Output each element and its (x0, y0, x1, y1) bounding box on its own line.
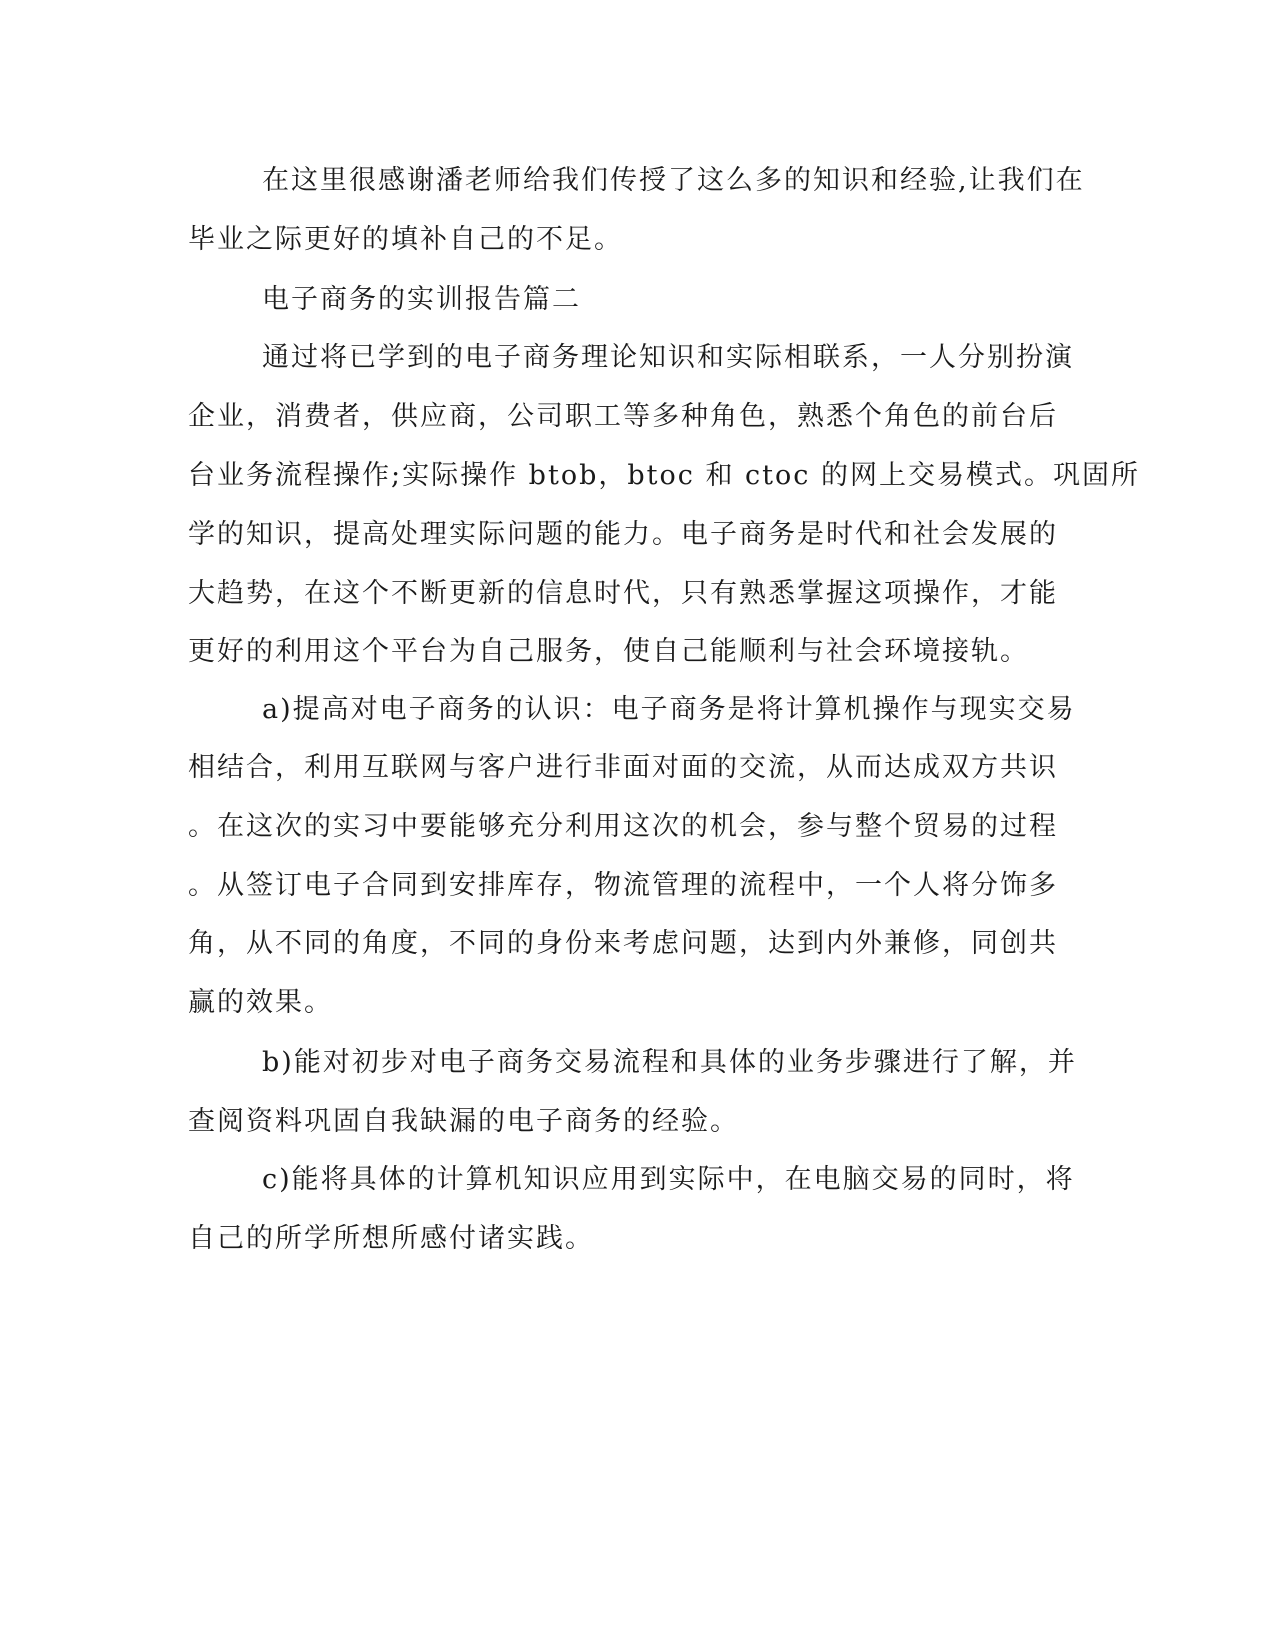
paragraph-line: 自己的所学所想所感付诸实践。 (188, 1223, 594, 1254)
paragraph-line: 毕业之际更好的填补自己的不足。 (188, 224, 623, 255)
paragraph-line: a)提高对电子商务的认识：电子商务是将计算机操作与现实交易 (262, 694, 1076, 725)
paragraph-line: b)能对初步对电子商务交易流程和具体的业务步骤进行了解，并 (262, 1047, 1077, 1078)
paragraph-line: 企业，消费者，供应商，公司职工等多种角色，熟悉个角色的前台后 (188, 401, 1058, 432)
paragraph-line: 更好的利用这个平台为自己服务，使自己能顺利与社会环境接轨。 (188, 636, 1029, 667)
paragraph-line: 。在这次的实习中要能够充分利用这次的机会，参与整个贸易的过程 (188, 811, 1058, 842)
paragraph-line: 大趋势，在这个不断更新的信息时代，只有熟悉掌握这项操作，才能 (188, 578, 1058, 609)
paragraph-line: c)能将具体的计算机知识应用到实际中，在电脑交易的同时，将 (262, 1164, 1075, 1195)
paragraph-line: 。从签订电子合同到安排库存，物流管理的流程中，一个人将分饰多 (188, 870, 1058, 901)
paragraph-line: 相结合，利用互联网与客户进行非面对面的交流，从而达成双方共识 (188, 752, 1058, 783)
paragraph-line: 学的知识，提高处理实际问题的能力。电子商务是时代和社会发展的 (188, 519, 1058, 550)
paragraph-line: 通过将已学到的电子商务理论知识和实际相联系，一人分别扮演 (262, 342, 1074, 373)
paragraph-line: 台业务流程操作;实际操作 btob，btoc 和 ctoc 的网上交易模式。巩固所 (188, 460, 1140, 491)
section-heading: 电子商务的实训报告篇二 (262, 284, 581, 315)
paragraph-line: 查阅资料巩固自我缺漏的电子商务的经验。 (188, 1106, 739, 1137)
paragraph-line: 角，从不同的角度，不同的身份来考虑问题，达到内外兼修，同创共 (188, 928, 1058, 959)
paragraph-line: 赢的效果。 (188, 987, 333, 1018)
paragraph-line: 在这里很感谢潘老师给我们传授了这么多的知识和经验,让我们在 (262, 165, 1085, 196)
